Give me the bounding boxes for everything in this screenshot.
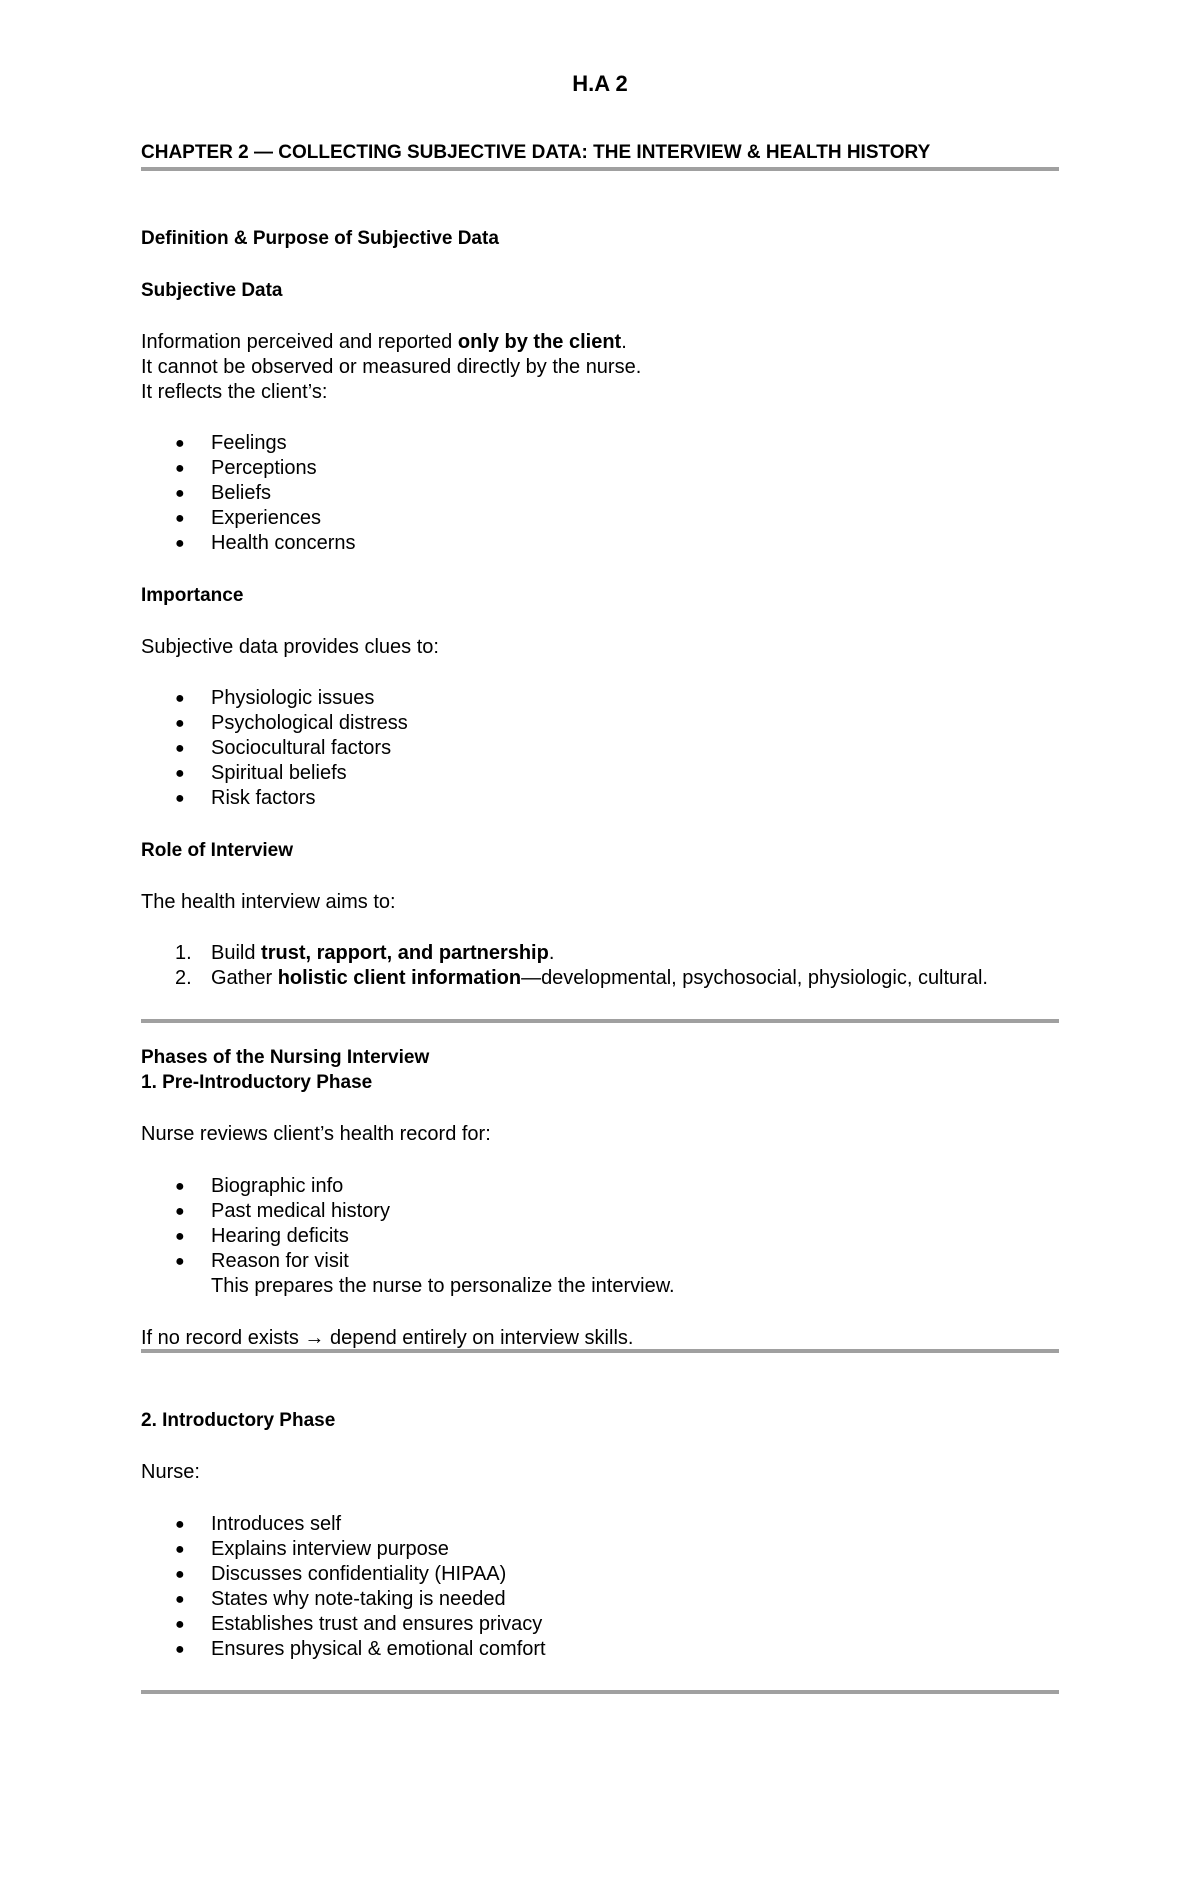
bullet-icon: ● <box>175 1641 185 1658</box>
chapter-title: CHAPTER 2 — COLLECTING SUBJECTIVE DATA: THE INTERVIEW & HEALTH HISTORY <box>141 142 931 163</box>
list-item: ● Feelings <box>175 432 287 454</box>
list-item: 1. Build trust, rapport, and partnership. <box>175 942 555 964</box>
list-item: ● Risk factors <box>175 787 316 809</box>
list-item: ● Physiologic issues <box>175 687 375 709</box>
subheading-role-of-interview: Role of Interview <box>141 840 294 861</box>
introductory-list <box>141 1512 1061 1662</box>
reflects-list <box>141 431 1061 556</box>
bullet-icon: ● <box>175 1516 185 1533</box>
role-list <box>141 941 1061 991</box>
list-item: ● Experiences <box>175 507 322 529</box>
bullet-icon: ● <box>175 1616 185 1633</box>
bullet-icon: ● <box>175 435 185 452</box>
subheading-introductory: 2. Introductory Phase <box>141 1410 336 1431</box>
list-item: ● Perceptions <box>175 457 317 479</box>
bullet-icon: ● <box>175 690 185 707</box>
list-item: ● Biographic info <box>175 1175 344 1197</box>
list-item: ● Discusses confidentiality (HIPAA) <box>175 1563 507 1585</box>
bullet-icon: ● <box>175 1203 185 1220</box>
pre-note: This prepares the nurse to personalize the interview. <box>211 1275 675 1297</box>
list-item: ● Introduces self <box>175 1513 342 1535</box>
bullet-icon: ● <box>175 765 185 782</box>
bullet-icon: ● <box>175 715 185 732</box>
bullet-icon: ● <box>175 790 185 807</box>
pre-intro: Nurse reviews client’s health record for: <box>141 1123 491 1145</box>
role-intro: The health interview aims to: <box>141 891 396 913</box>
list-item: ● Establishes trust and ensures privacy <box>175 1613 543 1635</box>
definition-line: It reflects the client’s: <box>141 381 328 403</box>
page-title: H.A 2 <box>572 71 628 96</box>
list-item: ● Spiritual beliefs <box>175 762 347 784</box>
bullet-icon: ● <box>175 460 185 477</box>
section-heading-phases: Phases of the Nursing Interview <box>141 1047 430 1068</box>
section-heading-definition: Definition & Purpose of Subjective Data <box>141 228 499 249</box>
subheading-pre-introductory: 1. Pre-Introductory Phase <box>141 1072 373 1093</box>
list-item: ● Sociocultural factors <box>175 737 392 759</box>
document-content <box>141 141 1061 1694</box>
bullet-icon: ● <box>175 1228 185 1245</box>
list-item: ● Ensures physical & emotional comfort <box>175 1638 546 1660</box>
definition-line: Information perceived and reported only by the client. <box>141 331 627 353</box>
bullet-icon: ● <box>175 1591 185 1608</box>
importance-list <box>141 686 1061 811</box>
list-item: ● Beliefs <box>175 482 272 504</box>
list-item: ● Reason for visit This prepares the nurse to personalize the interview. <box>211 1249 1061 1299</box>
subheading-subjective-data: Subjective Data <box>141 280 283 301</box>
list-item: ● Explains interview purpose <box>175 1538 449 1560</box>
list-item: ● Past medical history <box>175 1200 390 1222</box>
bullet-icon: ● <box>175 510 185 527</box>
bullet-icon: ● <box>175 1541 185 1558</box>
list-item: ● Health concerns <box>175 532 356 554</box>
bullet-icon: ● <box>175 740 185 757</box>
subheading-importance: Importance <box>141 585 244 606</box>
list-item: ● Psychological distress <box>175 712 408 734</box>
introductory-intro: Nurse: <box>141 1461 200 1483</box>
importance-intro: Subjective data provides clues to: <box>141 636 439 658</box>
divider <box>141 1690 1059 1694</box>
definition-line: It cannot be observed or measured directly by the nurse. <box>141 356 642 378</box>
list-item: 2. Gather holistic client information—developmental, psychosocial, physiologic, cultural. <box>175 967 988 989</box>
bullet-icon: ● <box>175 1253 185 1270</box>
no-record-note: If no record exists → depend entirely on interview skills. <box>141 1327 634 1349</box>
list-item: ● States why note-taking is needed <box>175 1588 506 1610</box>
bullet-icon: ● <box>175 1178 185 1195</box>
bullet-icon: ● <box>175 535 185 552</box>
list-item: ● Hearing deficits <box>175 1225 349 1247</box>
bullet-icon: ● <box>175 1566 185 1583</box>
pre-list <box>141 1174 1061 1299</box>
bullet-icon: ● <box>175 485 185 502</box>
